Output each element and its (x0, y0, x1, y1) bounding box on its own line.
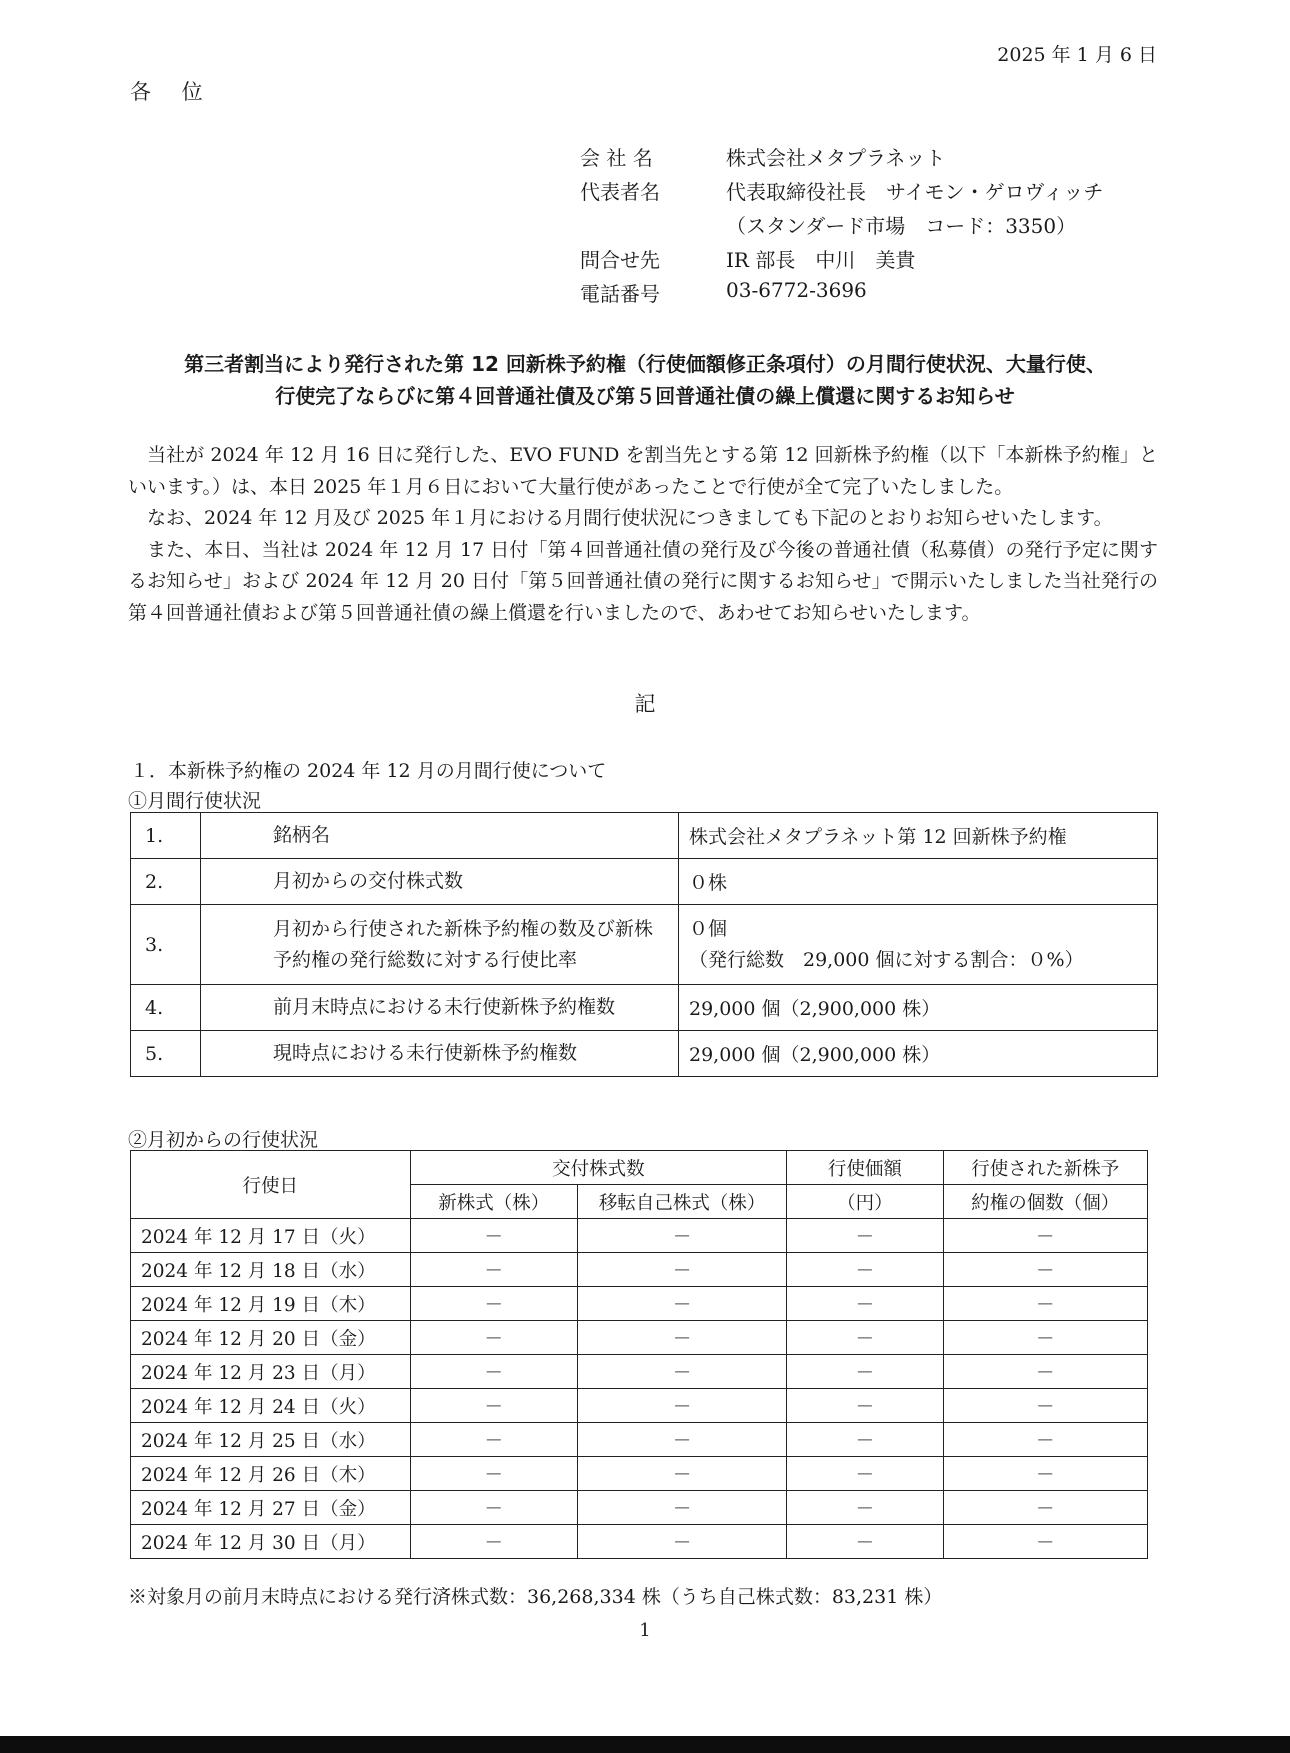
row-value: ０株 (679, 859, 1158, 905)
bottom-bar (0, 1736, 1290, 1753)
body-paragraph: 当社が 2024 年 12 月 16 日に発行した、EVO FUND を割当先とする第 12 回新株予約権（以下「本新株予約権」といいます。）は、本日 2025 年１月６日において大量行使があったことで行使が全て完了いたしました。 (128, 444, 1158, 498)
row-label: 銘柄名 (201, 813, 679, 859)
cell-new-shares: － (410, 1491, 577, 1525)
header-count: 行使された新株予 (943, 1151, 1147, 1185)
subsection-exercise-status: ②月初からの行使状況 (128, 1129, 319, 1151)
company-info-row (580, 142, 1103, 176)
table-row (131, 1219, 1148, 1253)
cell-date: 2024 年 12 月 18 日（水） (131, 1253, 411, 1287)
cell-price: － (787, 1491, 943, 1525)
cell-treasury-shares: － (577, 1287, 786, 1321)
table-row (131, 1423, 1148, 1457)
document-date: 2025 年 1 月 6 日 (997, 44, 1157, 66)
cell-new-shares: － (410, 1525, 577, 1559)
header-count-unit: 約権の個数（個） (943, 1185, 1147, 1219)
cell-count: － (943, 1457, 1147, 1491)
cell-date: 2024 年 12 月 27 日（金） (131, 1491, 411, 1525)
cell-new-shares: － (410, 1219, 577, 1253)
cell-count: － (943, 1355, 1147, 1389)
cell-price: － (787, 1423, 943, 1457)
cell-price: － (787, 1287, 943, 1321)
cell-date: 2024 年 12 月 17 日（火） (131, 1219, 411, 1253)
company-info-block (580, 142, 1103, 312)
cell-treasury-shares: － (577, 1423, 786, 1457)
cell-price: － (787, 1525, 943, 1559)
table-row (131, 813, 1158, 859)
cell-price: － (787, 1457, 943, 1491)
cell-price: － (787, 1253, 943, 1287)
cell-count: － (943, 1389, 1147, 1423)
body-paragraph: また、本日、当社は 2024 年 12 月 17 日付「第４回普通社債の発行及び今後の普通社債（私募債）の発行予定に関するお知らせ」および 2024 年 12 月 20 日付「第５回普通社債の発行に関するお知らせ」で開示いたしました当社発行の第４回普通社債および第５回普通社債の繰上償還を行いましたので、あわせてお知らせいたします。 (128, 538, 1158, 624)
cell-new-shares: － (410, 1355, 577, 1389)
row-value-note: （発行総数 29,000 個に対する割合：０%） (689, 948, 1084, 971)
company-info-row (580, 210, 1103, 244)
row-label: 月初からの交付株式数 (201, 859, 679, 905)
cell-new-shares: － (410, 1287, 577, 1321)
table-header-row (131, 1151, 1148, 1185)
table-row (131, 1525, 1148, 1559)
footnote: ※対象月の前月末時点における発行済株式数：36,268,334 株（うち自己株式数：83,231 株） (128, 1586, 943, 1608)
title-line-1: 第三者割当により発行された第 12 回新株予約権（行使価額修正条項付）の月間行使状況、大量行使、 (184, 352, 1106, 376)
cell-treasury-shares: － (577, 1457, 786, 1491)
row-label: 現時点における未行使新株予約権数 (201, 1031, 679, 1077)
table-row (131, 1491, 1148, 1525)
header-price-unit: （円） (787, 1185, 943, 1219)
cell-count: － (943, 1491, 1147, 1525)
row-number: 4. (131, 985, 201, 1031)
cell-treasury-shares: － (577, 1491, 786, 1525)
table-row (131, 1253, 1148, 1287)
header-date: 行使日 (131, 1151, 411, 1219)
cell-price: － (787, 1219, 943, 1253)
cell-treasury-shares: － (577, 1219, 786, 1253)
table-row (131, 1321, 1148, 1355)
info-value: 代表取締役社長 サイモン・ゲロヴィッチ (726, 180, 1104, 204)
company-info-row (580, 176, 1103, 210)
info-value: 03-6772-3696 (726, 278, 867, 302)
cell-price: － (787, 1321, 943, 1355)
cell-date: 2024 年 12 月 25 日（水） (131, 1423, 411, 1457)
table-row (131, 1287, 1148, 1321)
header-shares-group: 交付株式数 (410, 1151, 787, 1185)
cell-date: 2024 年 12 月 26 日（木） (131, 1457, 411, 1491)
info-key: 代表者名 (580, 180, 660, 204)
row-value: 29,000 個（2,900,000 株） (679, 1031, 1158, 1077)
header-new-shares: 新株式（株） (410, 1185, 577, 1219)
cell-date: 2024 年 12 月 23 日（月） (131, 1355, 411, 1389)
company-info-row (580, 244, 1103, 278)
cell-treasury-shares: － (577, 1253, 786, 1287)
row-label: 前月末時点における未行使新株予約権数 (201, 985, 679, 1031)
info-value: （スタンダード市場 コード：3350） (726, 214, 1077, 238)
table-row (131, 1389, 1148, 1423)
company-info-row (580, 278, 1103, 312)
row-value: 株式会社メタプラネット第 12 回新株予約権 (679, 813, 1158, 859)
header-price: 行使価額 (787, 1151, 943, 1185)
cell-treasury-shares: － (577, 1355, 786, 1389)
ki-heading: 記 (634, 692, 656, 716)
addressee: 各 位 (130, 80, 215, 104)
cell-new-shares: － (410, 1253, 577, 1287)
info-value: 株式会社メタプラネット (726, 146, 946, 170)
cell-count: － (943, 1287, 1147, 1321)
subsection-monthly-status: ①月間行使状況 (128, 790, 262, 812)
row-number: 5. (131, 1031, 201, 1077)
table-row (131, 859, 1158, 905)
cell-count: － (943, 1423, 1147, 1457)
info-key (580, 210, 726, 244)
table-row (131, 985, 1158, 1031)
cell-count: － (943, 1253, 1147, 1287)
table-row (131, 1031, 1158, 1077)
cell-count: － (943, 1219, 1147, 1253)
info-value: IR 部長 中川 美貴 (726, 248, 916, 272)
cell-price: － (787, 1355, 943, 1389)
cell-new-shares: － (410, 1389, 577, 1423)
row-label: 月初から行使された新株予約権の数及び新株予約権の発行総数に対する行使比率 (201, 905, 679, 985)
section-1-heading: １．本新株予約権の 2024 年 12 月の月間行使について (130, 760, 607, 782)
row-value-cell (679, 905, 1158, 985)
info-key: 会 社 名 (580, 146, 653, 170)
cell-new-shares: － (410, 1457, 577, 1491)
cell-count: － (943, 1525, 1147, 1559)
header-treasury-shares: 移転自己株式（株） (577, 1185, 786, 1219)
cell-new-shares: － (410, 1321, 577, 1355)
info-key: 問合せ先 (580, 248, 660, 272)
row-number: 3. (131, 905, 201, 985)
cell-date: 2024 年 12 月 30 日（月） (131, 1525, 411, 1559)
row-value: 29,000 個（2,900,000 株） (679, 985, 1158, 1031)
row-number: 1. (131, 813, 201, 859)
cell-treasury-shares: － (577, 1321, 786, 1355)
cell-treasury-shares: － (577, 1525, 786, 1559)
exercise-status-table (130, 1150, 1148, 1559)
row-value: ０個 (689, 917, 728, 940)
cell-new-shares: － (410, 1423, 577, 1457)
table-row (131, 1355, 1148, 1389)
body-paragraph: なお、2024 年 12 月及び 2025 年１月における月間行使状況につきましても下記のとおりお知らせいたします。 (147, 507, 1113, 529)
cell-treasury-shares: － (577, 1389, 786, 1423)
info-key: 電話番号 (580, 282, 660, 306)
cell-price: － (787, 1389, 943, 1423)
table-row (131, 1457, 1148, 1491)
cell-date: 2024 年 12 月 19 日（木） (131, 1287, 411, 1321)
cell-date: 2024 年 12 月 20 日（金） (131, 1321, 411, 1355)
title-line-2: 行使完了ならびに第４回普通社債及び第５回普通社債の繰上償還に関するお知らせ (275, 384, 1015, 408)
page-number: 1 (639, 1620, 651, 1641)
cell-count: － (943, 1321, 1147, 1355)
cell-date: 2024 年 12 月 24 日（火） (131, 1389, 411, 1423)
document-title (0, 348, 1290, 412)
row-number: 2. (131, 859, 201, 905)
monthly-status-table (130, 812, 1158, 1077)
table-row (131, 905, 1158, 985)
body-text (128, 440, 1158, 629)
